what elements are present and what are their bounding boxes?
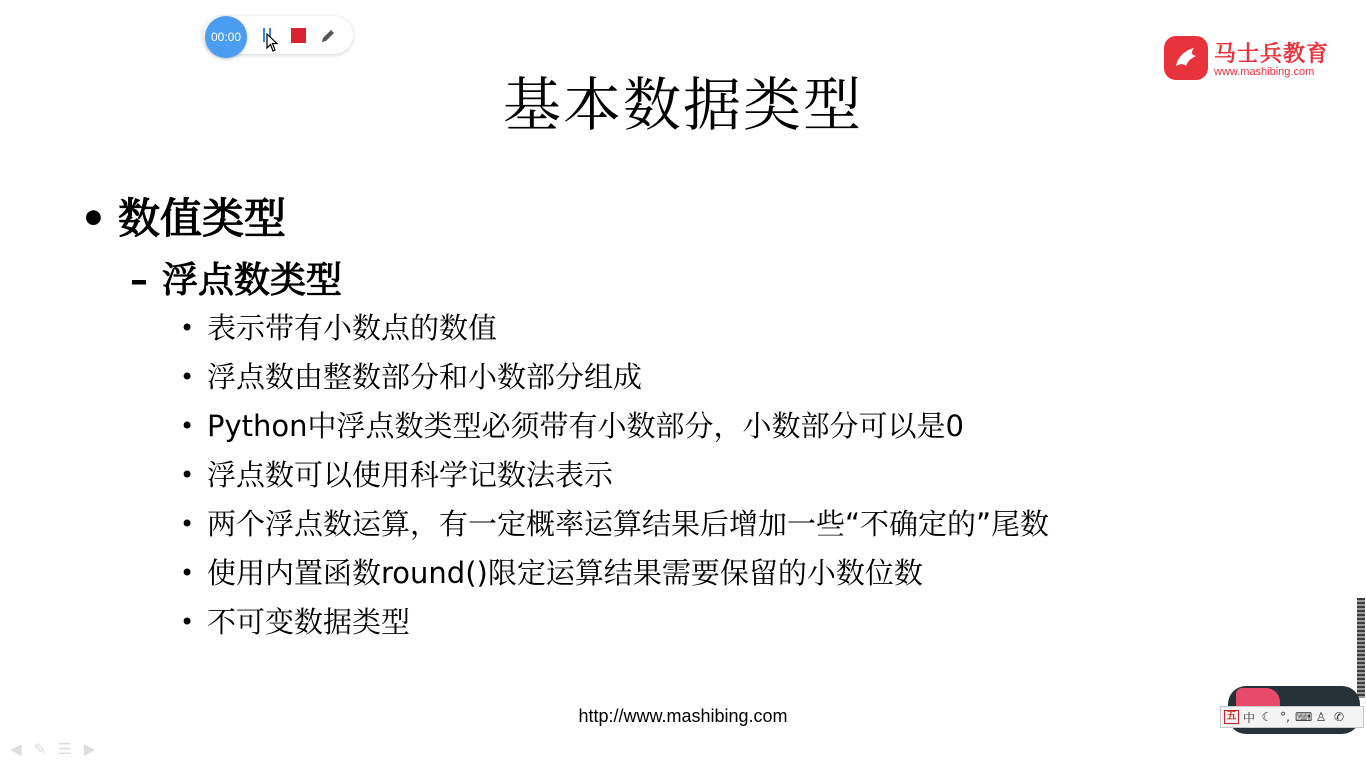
ime-brand-icon[interactable]: 五: [1224, 710, 1239, 724]
list-item: [180, 502, 1049, 543]
bullet-level2: [130, 252, 342, 303]
list-item: [180, 551, 923, 592]
list-item-text: 使用内置函数round()限定运算结果需要保留的小数位数: [207, 556, 923, 590]
ime-mode-toggle[interactable]: 中: [1242, 710, 1255, 725]
bullet-marker: •: [180, 461, 195, 489]
menu-icon[interactable]: ☰: [58, 740, 72, 758]
brand-name: 马士兵教育: [1214, 42, 1330, 67]
bullet-level2-text: 浮点数类型: [162, 260, 343, 301]
recording-timer[interactable]: 00:00: [205, 16, 247, 58]
slide-title: 基本数据类型: [502, 71, 863, 139]
bullet-marker: •: [180, 412, 195, 440]
list-item-text: 不可变数据类型: [207, 605, 411, 639]
bullet-marker: •: [180, 510, 195, 538]
widget-accent: [1236, 688, 1280, 708]
bullet-marker: •: [180, 608, 195, 636]
list-item: [180, 306, 497, 347]
scrollbar[interactable]: [1357, 598, 1365, 698]
brand-url: www.mashibing.com: [1214, 66, 1315, 78]
list-item: [180, 600, 410, 641]
punctuation-icon[interactable]: °,: [1280, 710, 1290, 724]
bullet-marker: •: [180, 314, 195, 342]
moon-icon[interactable]: ☾: [1261, 710, 1273, 724]
list-item: [180, 355, 642, 396]
list-item-text: 浮点数由整数部分和小数部分组成: [207, 360, 643, 394]
list-item: [180, 453, 613, 494]
list-item-text: 表示带有小数点的数值: [207, 311, 498, 345]
bullet-level1-text: 数值类型: [118, 194, 287, 243]
list-item-text: 两个浮点数运算，有一定概率运算结果后增加一些“不确定的”尾数: [207, 507, 1050, 541]
bullet-level1: [80, 186, 286, 246]
keyboard-icon[interactable]: ⌨: [1295, 710, 1313, 724]
dash-marker: –: [130, 260, 148, 301]
bullet-marker: •: [180, 559, 195, 587]
stop-recording-button[interactable]: [291, 28, 306, 43]
user-icon[interactable]: ♙: [1315, 710, 1327, 724]
mouse-cursor-icon: [266, 33, 280, 53]
next-slide-icon[interactable]: ▶: [83, 740, 96, 758]
bullet-marker: •: [80, 194, 107, 243]
pen-icon[interactable]: [319, 27, 337, 45]
wrench-icon[interactable]: ✆: [1333, 710, 1345, 724]
list-item-text: 浮点数可以使用科学记数法表示: [207, 458, 614, 492]
footer-url: http://www.mashibing.com: [578, 706, 788, 726]
pen-tool-icon[interactable]: ✎: [33, 740, 47, 758]
bullet-marker: •: [180, 363, 195, 391]
ime-toolbar[interactable]: [1220, 706, 1364, 728]
list-item: [180, 404, 964, 445]
list-item-text: Python中浮点数类型必须带有小数部分，小数部分可以是0: [207, 409, 964, 443]
previous-slide-icon[interactable]: ◀: [10, 740, 22, 758]
slideshow-controls: [10, 740, 95, 758]
